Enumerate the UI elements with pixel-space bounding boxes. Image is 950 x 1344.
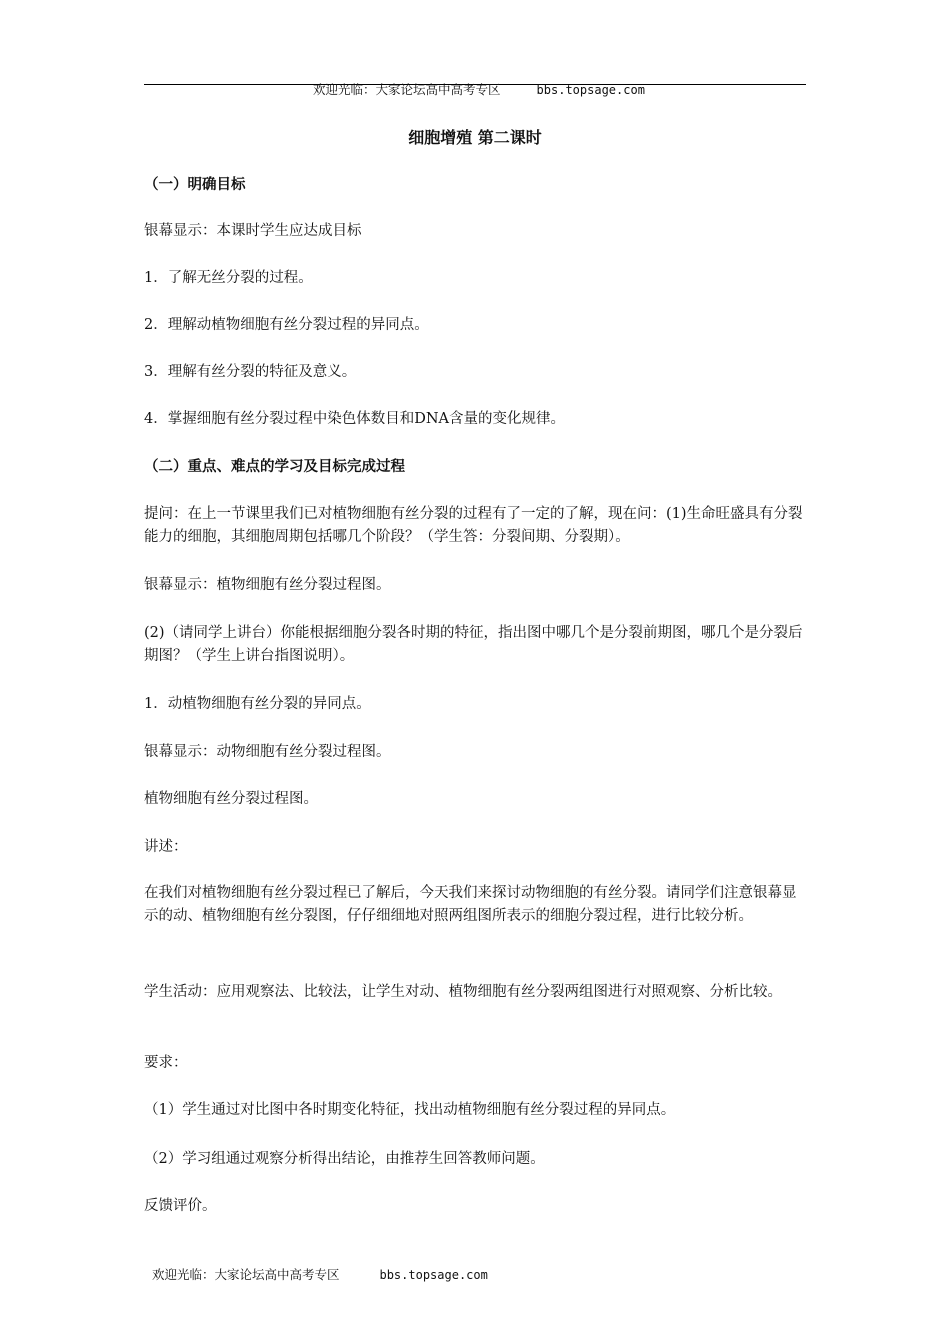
goal-item-2: 2．理解动植物细胞有丝分裂过程的异同点。 bbox=[144, 317, 429, 333]
paragraph: 1．动植物细胞有丝分裂的异同点。 bbox=[144, 696, 371, 712]
paragraph: 植物细胞有丝分裂过程图。 bbox=[144, 791, 318, 807]
paragraph: 讲述： bbox=[144, 839, 188, 855]
footer-text: 欢迎光临：大家论坛高中高考专区 bbox=[151, 1267, 340, 1282]
document-title: 细胞增殖 第二课时 bbox=[408, 128, 542, 147]
page-footer bbox=[144, 1248, 488, 1284]
paragraph: (2)（请同学上讲台）你能根据细胞分裂各时期的特征，指出图中哪几个是分裂前期图，哪几个是分裂后期图？（学生上讲台指图说明）。 bbox=[144, 625, 803, 664]
paragraph: 银幕显示：本课时学生应达成目标 bbox=[144, 223, 362, 239]
paragraph: 银幕显示：植物细胞有丝分裂过程图。 bbox=[144, 577, 391, 593]
paragraph: 反馈评价。 bbox=[144, 1198, 217, 1214]
footer-url[interactable]: bbs.topsage.com bbox=[379, 1268, 488, 1282]
goal-item-3: 3．理解有丝分裂的特征及意义。 bbox=[144, 364, 357, 380]
paragraph: 在我们对植物细胞有丝分裂过程已了解后，今天我们来探讨动物细胞的有丝分裂。请同学们注意银幕显示的动、植物细胞有丝分裂图，仔仔细细地对照两组图所表示的细胞分裂过程，进行比较分析。 bbox=[144, 885, 797, 924]
paragraph: 提问：在上一节课里我们已对植物细胞有丝分裂的过程有了一定的了解，现在问：(1)生命旺盛具有分裂能力的细胞，其细胞周期包括哪几个阶段？（学生答：分裂间期、分裂期）。 bbox=[144, 506, 803, 545]
section-heading-goals: （一）明确目标 bbox=[144, 176, 246, 193]
paragraph: 银幕显示：动物细胞有丝分裂过程图。 bbox=[144, 744, 391, 760]
header-text: 欢迎光临：大家论坛高中高考专区 bbox=[313, 82, 501, 97]
section-heading-process: （二）重点、难点的学习及目标完成过程 bbox=[144, 458, 405, 475]
page-header bbox=[144, 66, 806, 97]
requirement-item-2: （2）学习组通过观察分析得出结论，由推荐生回答教师问题。 bbox=[144, 1151, 545, 1167]
goal-item-1: 1．了解无丝分裂的过程。 bbox=[144, 270, 313, 286]
paragraph: 学生活动：应用观察法、比较法，让学生对动、植物细胞有丝分裂两组图进行对照观察、分析比较。 bbox=[144, 984, 782, 1000]
header-url[interactable]: bbs.topsage.com bbox=[536, 83, 645, 97]
requirement-item-1: （1）学生通过对比图中各时期变化特征，找出动植物细胞有丝分裂过程的异同点。 bbox=[144, 1102, 676, 1118]
goal-item-4: 4．掌握细胞有丝分裂过程中染色体数目和DNA含量的变化规律。 bbox=[144, 411, 566, 427]
paragraph: 要求： bbox=[144, 1055, 188, 1071]
